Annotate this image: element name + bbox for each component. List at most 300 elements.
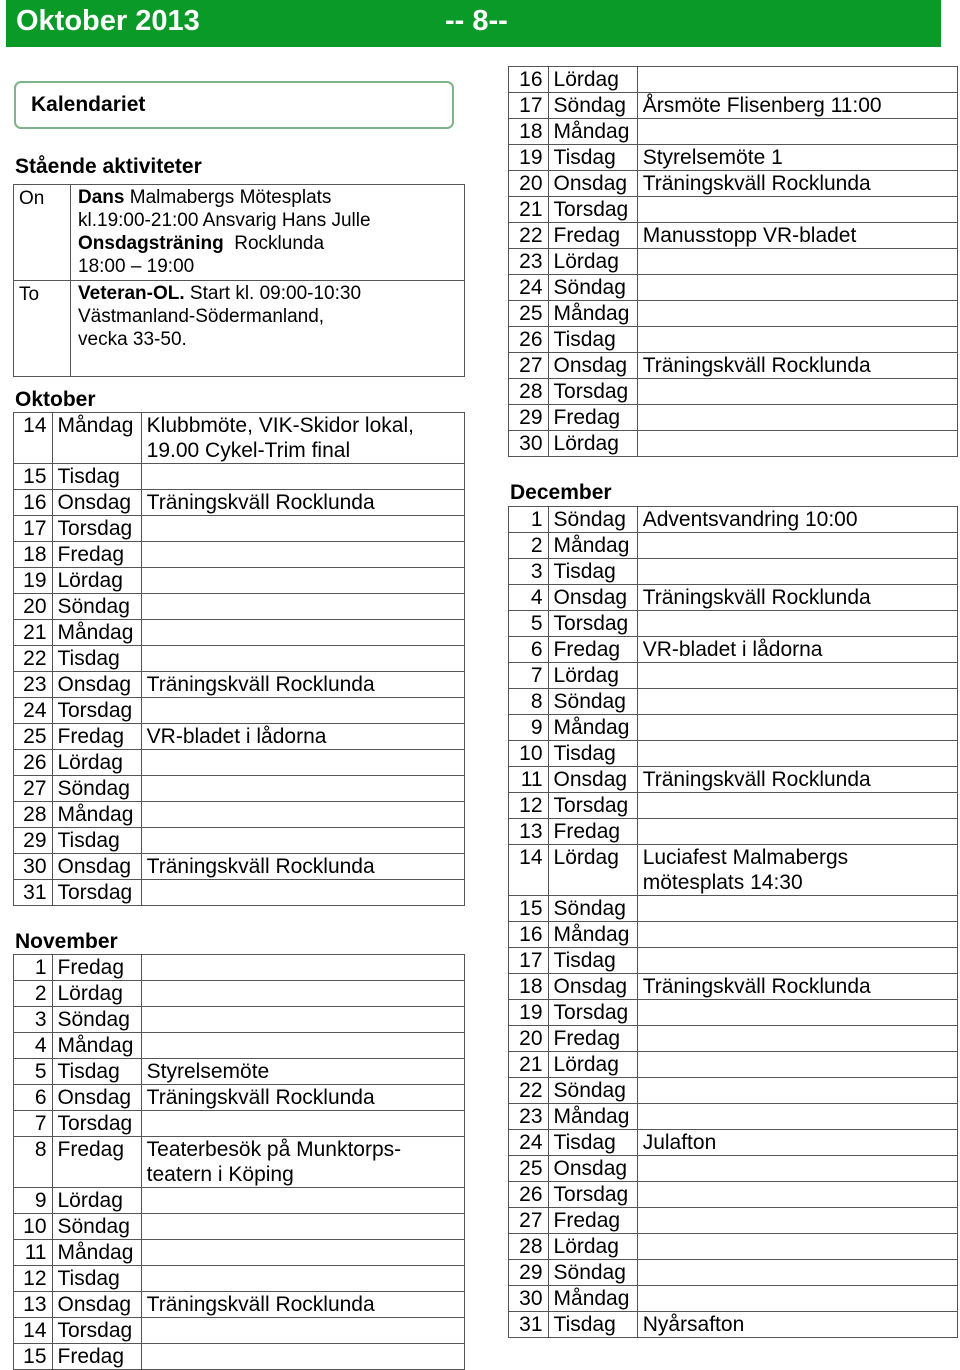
event [141, 1318, 464, 1344]
date-number: 18 [509, 119, 549, 145]
date-number: 12 [14, 1266, 53, 1292]
date-number: 30 [509, 431, 549, 457]
event-line: Klubbmöte, VIK-Skidor lokal, [146, 414, 414, 437]
event-line: mötesplats 14:30 [642, 871, 803, 894]
event [637, 249, 957, 275]
event [141, 568, 464, 594]
date-number: 23 [509, 249, 549, 275]
date-number: 22 [509, 1078, 549, 1104]
calendar-row [509, 1312, 958, 1338]
event: Träningskväll Rocklunda [637, 585, 957, 611]
standing-line [78, 255, 456, 278]
calendar-row [509, 431, 958, 457]
date-number: 16 [509, 922, 549, 948]
date-number: 2 [14, 981, 53, 1007]
weekday: Söndag [52, 594, 141, 620]
weekday: Torsdag [548, 379, 637, 405]
standing-day: On [14, 185, 71, 281]
standing-description [71, 185, 465, 281]
date-number: 24 [14, 698, 53, 724]
weekday: Torsdag [52, 1318, 141, 1344]
event [637, 1052, 957, 1078]
weekday: Måndag [52, 1033, 141, 1059]
date-number: 23 [14, 672, 53, 698]
event: Träningskväll Rocklunda [141, 1085, 464, 1111]
standing-description [71, 281, 465, 377]
kalendariet-title: Kalendariet [31, 93, 146, 116]
date-number: 1 [509, 507, 549, 533]
calendar-row [14, 854, 465, 880]
weekday: Onsdag [548, 974, 637, 1000]
event [637, 67, 957, 93]
date-number: 17 [509, 948, 549, 974]
calendar-row [14, 542, 465, 568]
date-number: 15 [14, 464, 53, 490]
event [141, 1266, 464, 1292]
event [141, 981, 464, 1007]
date-number: 14 [14, 413, 53, 464]
date-number: 3 [14, 1007, 53, 1033]
calendar-row [14, 1344, 465, 1370]
weekday: Fredag [548, 405, 637, 431]
calendar-row [14, 620, 465, 646]
calendar-row [14, 776, 465, 802]
event [141, 1344, 464, 1370]
weekday: Lördag [52, 1188, 141, 1214]
event [141, 413, 464, 464]
standing-line [78, 282, 456, 305]
standing-line [78, 186, 456, 209]
calendar-row [14, 672, 465, 698]
event [141, 594, 464, 620]
date-number: 11 [509, 767, 549, 793]
event [637, 379, 957, 405]
date-number: 22 [509, 223, 549, 249]
weekday: Söndag [52, 1007, 141, 1033]
event [637, 663, 957, 689]
weekday: Torsdag [52, 1111, 141, 1137]
date-number: 19 [509, 1000, 549, 1026]
date-number: 31 [14, 880, 53, 906]
calendar-row [509, 559, 958, 585]
header-banner [6, 0, 941, 47]
calendar-row [14, 1137, 465, 1188]
weekday: Söndag [548, 1260, 637, 1286]
date-number: 18 [509, 974, 549, 1000]
calendar-row [14, 1085, 465, 1111]
weekday: Lördag [52, 981, 141, 1007]
weekday: Lördag [548, 249, 637, 275]
calendar-row [509, 741, 958, 767]
event: Träningskväll Rocklunda [637, 974, 957, 1000]
calendar-row [509, 1234, 958, 1260]
calendar-row [509, 793, 958, 819]
date-number: 25 [509, 301, 549, 327]
event: VR-bladet i lådorna [141, 724, 464, 750]
event-line: Teaterbesök på Munktorps- [146, 1138, 402, 1161]
event [141, 646, 464, 672]
calendar-row [14, 981, 465, 1007]
weekday: Fredag [52, 1344, 141, 1370]
event [637, 1260, 957, 1286]
event [637, 119, 957, 145]
date-number: 20 [509, 1026, 549, 1052]
date-number: 1 [14, 955, 53, 981]
weekday: Måndag [548, 533, 637, 559]
calendar-row [509, 301, 958, 327]
date-number: 16 [509, 67, 549, 93]
date-number: 4 [509, 585, 549, 611]
date-number: 14 [509, 845, 549, 896]
date-number: 18 [14, 542, 53, 568]
event-line: teatern i Köping [146, 1163, 294, 1186]
event [637, 197, 957, 223]
calendar-row [509, 327, 958, 353]
calendar-row [509, 845, 958, 896]
standing-line [78, 328, 456, 351]
date-number: 6 [14, 1085, 53, 1111]
calendar-row [509, 922, 958, 948]
standing-line-bold: Dans [78, 187, 125, 208]
date-number: 8 [14, 1137, 53, 1188]
standing-line-text: Västmanland-Södermanland, [78, 306, 325, 327]
event [637, 689, 957, 715]
date-number: 11 [14, 1240, 53, 1266]
event [637, 1104, 957, 1130]
weekday: Tisdag [52, 828, 141, 854]
weekday: Fredag [548, 223, 637, 249]
date-number: 20 [14, 594, 53, 620]
event [637, 405, 957, 431]
calendar-row [14, 594, 465, 620]
event: Adventsvandring 10:00 [637, 507, 957, 533]
calendar-row [14, 955, 465, 981]
calendar-row [509, 145, 958, 171]
standing-line [78, 209, 456, 232]
weekday: Fredag [548, 1026, 637, 1052]
standing-spacer [78, 351, 456, 374]
calendar-row [509, 1156, 958, 1182]
event [637, 1208, 957, 1234]
weekday: Lördag [548, 67, 637, 93]
calendar-row [509, 379, 958, 405]
date-number: 27 [509, 1208, 549, 1234]
weekday: Onsdag [52, 854, 141, 880]
weekday: Onsdag [548, 353, 637, 379]
event [141, 1240, 464, 1266]
date-number: 21 [509, 197, 549, 223]
calendar-row [509, 223, 958, 249]
weekday: Torsdag [548, 1000, 637, 1026]
weekday: Tisdag [548, 948, 637, 974]
weekday: Onsdag [548, 585, 637, 611]
weekday: Torsdag [548, 611, 637, 637]
event: Träningskväll Rocklunda [637, 767, 957, 793]
date-number: 9 [14, 1188, 53, 1214]
event [637, 1156, 957, 1182]
calendar-row [14, 1188, 465, 1214]
weekday: Lördag [548, 431, 637, 457]
weekday: Måndag [52, 413, 141, 464]
weekday: Tisdag [548, 741, 637, 767]
event [141, 1033, 464, 1059]
event: Träningskväll Rocklunda [141, 854, 464, 880]
calendar-row [14, 880, 465, 906]
november-table-first [13, 954, 465, 1370]
event [637, 611, 957, 637]
standing-line-text: 18:00 – 19:00 [78, 256, 195, 277]
calendar-row [14, 1318, 465, 1344]
date-number: 30 [509, 1286, 549, 1312]
weekday: Måndag [548, 301, 637, 327]
weekday: Lördag [548, 1052, 637, 1078]
weekday: Torsdag [548, 197, 637, 223]
date-number: 27 [509, 353, 549, 379]
standing-row [14, 281, 465, 377]
calendar-row [14, 1033, 465, 1059]
event: Nyårsafton [637, 1312, 957, 1338]
event [637, 1078, 957, 1104]
event: Styrelsemöte [141, 1059, 464, 1085]
weekday: Fredag [52, 542, 141, 568]
event: Träningskväll Rocklunda [637, 171, 957, 197]
december-table [508, 506, 958, 1338]
event [637, 948, 957, 974]
weekday: Söndag [52, 1214, 141, 1240]
weekday: Tisdag [548, 559, 637, 585]
kalendariet-box [14, 81, 454, 129]
calendar-row [509, 67, 958, 93]
weekday: Torsdag [52, 698, 141, 724]
weekday: Onsdag [52, 672, 141, 698]
weekday: Onsdag [52, 490, 141, 516]
oktober-table [13, 412, 465, 906]
calendar-row [14, 1007, 465, 1033]
date-number: 29 [509, 1260, 549, 1286]
event: Årsmöte Flisenberg 11:00 [637, 93, 957, 119]
calendar-row [509, 197, 958, 223]
weekday: Måndag [548, 715, 637, 741]
date-number: 10 [14, 1214, 53, 1240]
december-heading: December [510, 481, 612, 504]
date-number: 20 [509, 171, 549, 197]
event [637, 819, 957, 845]
date-number: 28 [509, 1234, 549, 1260]
date-number: 5 [509, 611, 549, 637]
weekday: Måndag [52, 1240, 141, 1266]
standing-line-text: Rocklunda [223, 233, 325, 254]
calendar-row [14, 490, 465, 516]
event [141, 1188, 464, 1214]
event: Julafton [637, 1130, 957, 1156]
date-number: 24 [509, 275, 549, 301]
standing-line-bold: Onsdagsträning [78, 233, 224, 254]
weekday: Lördag [548, 845, 637, 896]
weekday: Söndag [548, 507, 637, 533]
oktober-heading: Oktober [15, 388, 96, 411]
calendar-row [14, 1059, 465, 1085]
event [141, 776, 464, 802]
calendar-row [509, 948, 958, 974]
weekday: Lördag [52, 750, 141, 776]
weekday: Fredag [52, 724, 141, 750]
date-number: 28 [509, 379, 549, 405]
weekday: Torsdag [548, 1182, 637, 1208]
date-number: 2 [509, 533, 549, 559]
event [637, 275, 957, 301]
event [637, 1182, 957, 1208]
calendar-row [509, 533, 958, 559]
date-number: 30 [14, 854, 53, 880]
calendar-row [14, 802, 465, 828]
event-line: Luciafest Malmabergs [642, 846, 849, 869]
weekday: Söndag [548, 275, 637, 301]
event [637, 327, 957, 353]
date-number: 16 [14, 490, 53, 516]
date-number: 15 [509, 896, 549, 922]
event [637, 1026, 957, 1052]
weekday: Måndag [548, 119, 637, 145]
event [141, 516, 464, 542]
date-number: 28 [14, 802, 53, 828]
event: Manusstopp VR-bladet [637, 223, 957, 249]
weekday: Tisdag [52, 646, 141, 672]
weekday: Måndag [52, 620, 141, 646]
event: Träningskväll Rocklunda [141, 1292, 464, 1318]
event [637, 845, 957, 896]
date-number: 8 [509, 689, 549, 715]
event-line: 19.00 Cykel-Trim final [146, 439, 351, 462]
november-heading: November [15, 930, 118, 953]
date-number: 26 [14, 750, 53, 776]
weekday: Fredag [548, 819, 637, 845]
date-number: 21 [14, 620, 53, 646]
calendar-row [509, 1286, 958, 1312]
event [141, 1007, 464, 1033]
standing-line-bold: Veteran-OL. [78, 283, 185, 304]
date-number: 21 [509, 1052, 549, 1078]
page-number: -- 8-- [445, 5, 508, 37]
date-number: 25 [509, 1156, 549, 1182]
event [141, 464, 464, 490]
date-number: 14 [14, 1318, 53, 1344]
weekday: Onsdag [548, 171, 637, 197]
calendar-row [509, 1052, 958, 1078]
event [141, 880, 464, 906]
calendar-row [509, 353, 958, 379]
calendar-row [509, 405, 958, 431]
calendar-row [14, 646, 465, 672]
page-title: Oktober 2013 [16, 5, 200, 37]
standing-table [13, 184, 465, 377]
weekday: Lördag [548, 1234, 637, 1260]
calendar-row [509, 1260, 958, 1286]
date-number: 19 [14, 568, 53, 594]
date-number: 26 [509, 1182, 549, 1208]
date-number: 5 [14, 1059, 53, 1085]
event [637, 741, 957, 767]
event [141, 802, 464, 828]
calendar-row [509, 715, 958, 741]
weekday: Söndag [548, 93, 637, 119]
date-number: 7 [14, 1111, 53, 1137]
date-number: 27 [14, 776, 53, 802]
calendar-row [509, 689, 958, 715]
calendar-row [509, 119, 958, 145]
calendar-row [509, 93, 958, 119]
event [637, 431, 957, 457]
event: VR-bladet i lådorna [637, 637, 957, 663]
event [637, 715, 957, 741]
date-number: 17 [14, 516, 53, 542]
calendar-row [509, 819, 958, 845]
date-number: 13 [509, 819, 549, 845]
event [637, 793, 957, 819]
weekday: Måndag [548, 922, 637, 948]
date-number: 31 [509, 1312, 549, 1338]
weekday: Tisdag [548, 1312, 637, 1338]
event [637, 922, 957, 948]
date-number: 6 [509, 637, 549, 663]
weekday: Onsdag [52, 1085, 141, 1111]
date-number: 17 [509, 93, 549, 119]
calendar-row [14, 724, 465, 750]
date-number: 22 [14, 646, 53, 672]
calendar-row [509, 974, 958, 1000]
standing-row [14, 185, 465, 281]
event: Styrelsemöte 1 [637, 145, 957, 171]
event [141, 542, 464, 568]
calendar-row [509, 611, 958, 637]
weekday: Fredag [52, 955, 141, 981]
event [637, 533, 957, 559]
event [141, 955, 464, 981]
calendar-row [14, 1214, 465, 1240]
weekday: Måndag [548, 1104, 637, 1130]
event [141, 1137, 464, 1188]
weekday: Tisdag [52, 1059, 141, 1085]
standing-line-text: Malmabergs Mötesplats [124, 187, 332, 208]
event [637, 1234, 957, 1260]
calendar-row [509, 896, 958, 922]
standing-line-text: vecka 33-50. [78, 329, 187, 350]
date-number: 12 [509, 793, 549, 819]
weekday: Söndag [548, 1078, 637, 1104]
weekday: Måndag [548, 1286, 637, 1312]
event [637, 1286, 957, 1312]
date-number: 29 [14, 828, 53, 854]
calendar-row [14, 698, 465, 724]
calendar-row [509, 1026, 958, 1052]
event [141, 698, 464, 724]
date-number: 29 [509, 405, 549, 431]
calendar-row [509, 1208, 958, 1234]
event [637, 896, 957, 922]
calendar-row [14, 1266, 465, 1292]
weekday: Torsdag [52, 880, 141, 906]
standing-line [78, 232, 456, 255]
date-number: 13 [14, 1292, 53, 1318]
weekday: Söndag [548, 689, 637, 715]
calendar-row [14, 413, 465, 464]
date-number: 3 [509, 559, 549, 585]
calendar-row [509, 1000, 958, 1026]
date-number: 10 [509, 741, 549, 767]
date-number: 9 [509, 715, 549, 741]
calendar-row [509, 507, 958, 533]
event [141, 1111, 464, 1137]
weekday: Tisdag [52, 1266, 141, 1292]
